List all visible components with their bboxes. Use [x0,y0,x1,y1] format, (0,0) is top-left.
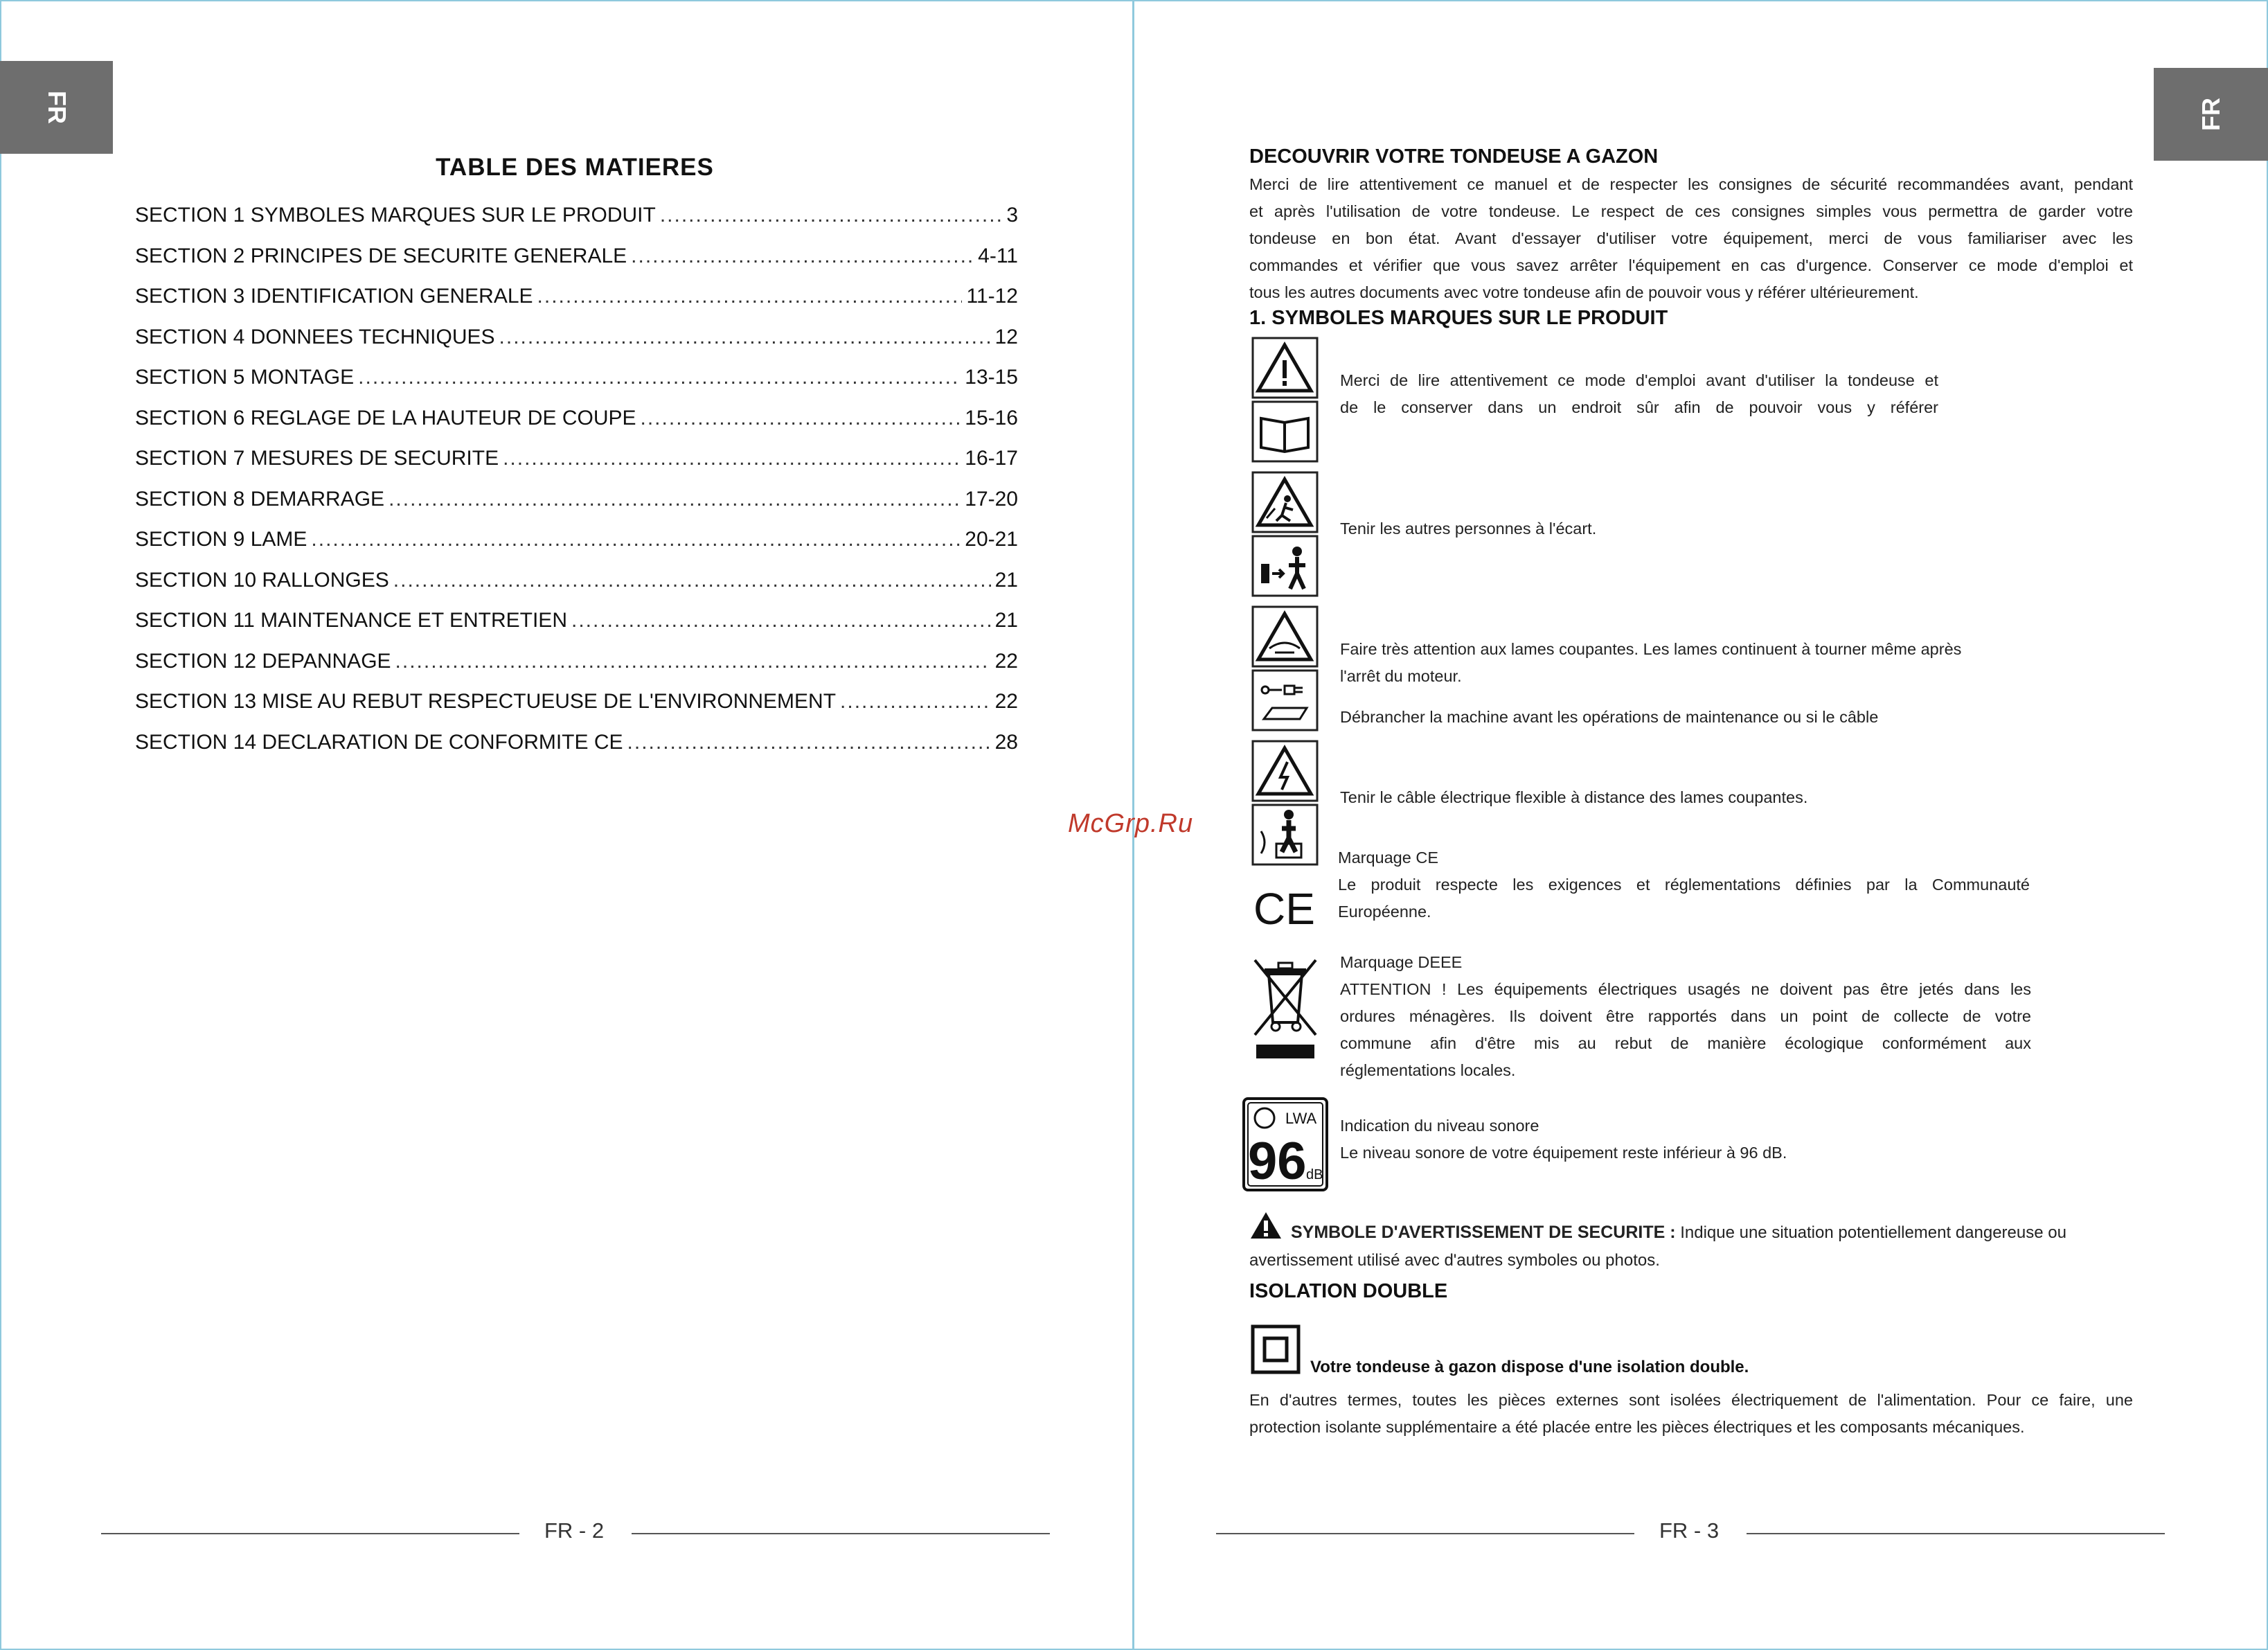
toc-entry-label: SECTION 11 MAINTENANCE ET ENTRETIEN [135,609,567,632]
toc-leader-dots [499,326,991,349]
toc-entry [135,650,1018,677]
toc-leader-dots [393,569,991,592]
toc-entry-page: 22 [994,649,1018,673]
toc-entry [135,488,1018,515]
toc-entry-page: 21 [994,568,1018,592]
toc-leader-dots [627,731,991,754]
toc-entry-label: SECTION 14 DECLARATION DE CONFORMITE CE [135,730,623,754]
toc-entry-label: SECTION 5 MONTAGE [135,366,355,389]
intro-paragraph: Merci de lire attentivement ce manuel et de respecter les consignes de sécurité recommandées avant, pendant et après l'utilisation de votre tondeuse. Le respect de ces consignes simples vous permettra de garder votre tondeuse en bon état. Avant d'essayer d'utiliser votre équipement, merci de vous familiariser avec les commandes et vérifier que vous savez arrêter l'équipement en cas d'urgence. Conserver ce mode d'emploi et tous les autres documents avec votre tondeuse afin de pouvoir vous y référer ultérieurement. [1249,175,2133,301]
cable-away-from-blade-icon [1251,804,1319,866]
toc-entry-page: 28 [994,730,1018,754]
toc-entry-label: SECTION 8 DEMARRAGE [135,487,385,511]
toc-leader-dots [311,528,961,551]
safety-alert-icon [1249,1211,1283,1240]
toc-entry-page: 12 [994,325,1018,348]
toc-leader-dots [503,447,961,470]
symbol-unplug-text: Débrancher la machine avant les opérations de maintenance ou si le câble [1340,708,1879,726]
deee-marking-text: Marquage DEEE ATTENTION ! Les équipements électriques usagés ne doivent pas être jetés dans les ordures ménagères. Ils doivent être rapportés dans un point de collecte de votre commune afin d'être mis au rebut de manière écologique conformément aux réglementations locales. [1340,953,2031,1079]
toc-entry [135,204,1018,231]
toc-entry-page: 22 [994,690,1018,713]
toc-entry-label: SECTION 9 LAME [135,528,307,551]
toc-leader-dots [389,488,961,511]
warning-triangle-icon [1251,337,1319,399]
double-insulation-heading: ISOLATION DOUBLE [1249,1280,1448,1302]
electric-hazard-icon [1251,740,1319,802]
keep-distance-icon [1251,535,1319,597]
symbols-heading: 1. SYMBOLES MARQUES SUR LE PRODUIT [1249,307,1668,329]
toc-entry-label: SECTION 6 REGLAGE DE LA HAUTEUR DE COUPE [135,406,636,429]
toc-entry [135,366,1018,393]
page-number-right: FR - 3 [1659,1518,1720,1543]
double-insulation-icon [1251,1324,1301,1374]
safety-alert-text: SYMBOLE D'AVERTISSEMENT DE SECURITE : Indique une situation potentiellement dangereuse ou [1291,1223,2066,1242]
footer-rule [101,1533,519,1534]
toc-entry-label: SECTION 2 PRINCIPES DE SECURITE GENERALE [135,244,627,267]
toc-entry-page: 3 [1006,204,1018,227]
toc-entry-page: 21 [994,609,1018,632]
toc-leader-dots [537,285,963,308]
symbol-read-manual-text: Merci de lire attentivement ce mode d'emploi avant d'utiliser la tondeuse et de le conserver dans un endroit sûr afin de pouvoir vous y référer [1340,371,1938,416]
safety-alert-text-2: avertissement utilisé avec d'autres symboles ou photos. [1249,1251,1660,1270]
toc-entry [135,447,1018,474]
unplug-icon [1251,669,1319,731]
ce-logo-text: CE [1253,887,1315,931]
toc-entry [135,528,1018,556]
symbol-keep-away-text: Tenir les autres personnes à l'écart. [1340,520,1597,538]
manual-book-icon [1251,400,1319,463]
toc-entry [135,407,1018,434]
toc-entry [135,609,1018,637]
toc-title: TABLE DES MATIERES [436,154,714,181]
double-insulation-paragraph: En d'autres termes, toutes les pièces externes sont isolées électriquement de l'alimentation. Pour ce faire, une protection isolante supplémentaire a été placée entre les pièces électriques et les composants mécaniques. [1249,1391,2133,1436]
toc-leader-dots [358,366,961,389]
toc-entry-page: 15-16 [965,406,1018,429]
toc-entry-page: 11-12 [966,285,1018,308]
toc-entry [135,285,1018,312]
thrown-objects-warning-icon [1251,471,1319,533]
toc-entry-label: SECTION 3 IDENTIFICATION GENERALE [135,285,533,308]
noise-badge-label: LWA [1285,1110,1317,1127]
weee-bin-icon [1249,953,1321,1063]
symbol-cable-text: Tenir le câble électrique flexible à distance des lames coupantes. [1340,788,1808,806]
toc-entry [135,326,1018,353]
toc-leader-dots [571,609,991,632]
toc-leader-dots [631,245,974,268]
toc-leader-dots [660,204,1002,227]
toc-entry-label: SECTION 12 DEPANNAGE [135,649,391,673]
language-tab-left: FR [0,61,113,154]
footer-rule [632,1533,1050,1534]
discover-heading: DECOUVRIR VOTRE TONDEUSE A GAZON [1249,145,1659,168]
symbol-blade-text: Faire très attention aux lames coupantes. Les lames continuent à tourner même après l'arrêt du moteur. [1340,640,1962,685]
noise-badge-unit: dB [1306,1167,1323,1182]
page-number-left: FR - 2 [544,1518,605,1543]
footer-rule [1216,1533,1634,1534]
toc-entry [135,245,1018,272]
toc-entry [135,731,1018,759]
blade-warning-icon [1251,605,1319,668]
language-tab-right: FR [2154,68,2268,161]
noise-badge-value: 96 [1248,1132,1307,1191]
toc-entry [135,569,1018,596]
toc-entry-page: 17-20 [965,487,1018,511]
toc-entry-label: SECTION 7 MESURES DE SECURITE [135,447,499,470]
noise-level-text: Indication du niveau sonore Le niveau sonore de votre équipement reste inférieur à 96 dB. [1340,1117,1787,1162]
toc-leader-dots [395,650,991,673]
watermark: McGrp.Ru [1068,809,1194,838]
toc-entry-label: SECTION 4 DONNEES TECHNIQUES [135,325,495,348]
toc-entry-page: 13-15 [965,366,1018,389]
toc-leader-dots [840,690,991,713]
toc-entry [135,690,1018,718]
toc-entry-label: SECTION 10 RALLONGES [135,568,389,592]
toc-entry-page: 16-17 [965,447,1018,470]
toc-entry-label: SECTION 1 SYMBOLES MARQUES SUR LE PRODUIT [135,204,656,227]
toc-entry-page: 20-21 [965,528,1018,551]
footer-rule [1747,1533,2165,1534]
toc-entry-page: 4-11 [978,244,1018,267]
toc-entry-label: SECTION 13 MISE AU REBUT RESPECTUEUSE DE L'ENVIRONNEMENT [135,690,837,713]
toc-leader-dots [641,407,961,430]
ce-marking-text: Marquage CE Le produit respecte les exigences et réglementations définies par la Communauté Européenne. [1338,849,2030,921]
double-insulation-statement: Votre tondeuse à gazon dispose d'une isolation double. [1310,1358,1749,1376]
ce-mark-icon [1253,887,1317,931]
noise-level-icon [1242,1097,1328,1191]
